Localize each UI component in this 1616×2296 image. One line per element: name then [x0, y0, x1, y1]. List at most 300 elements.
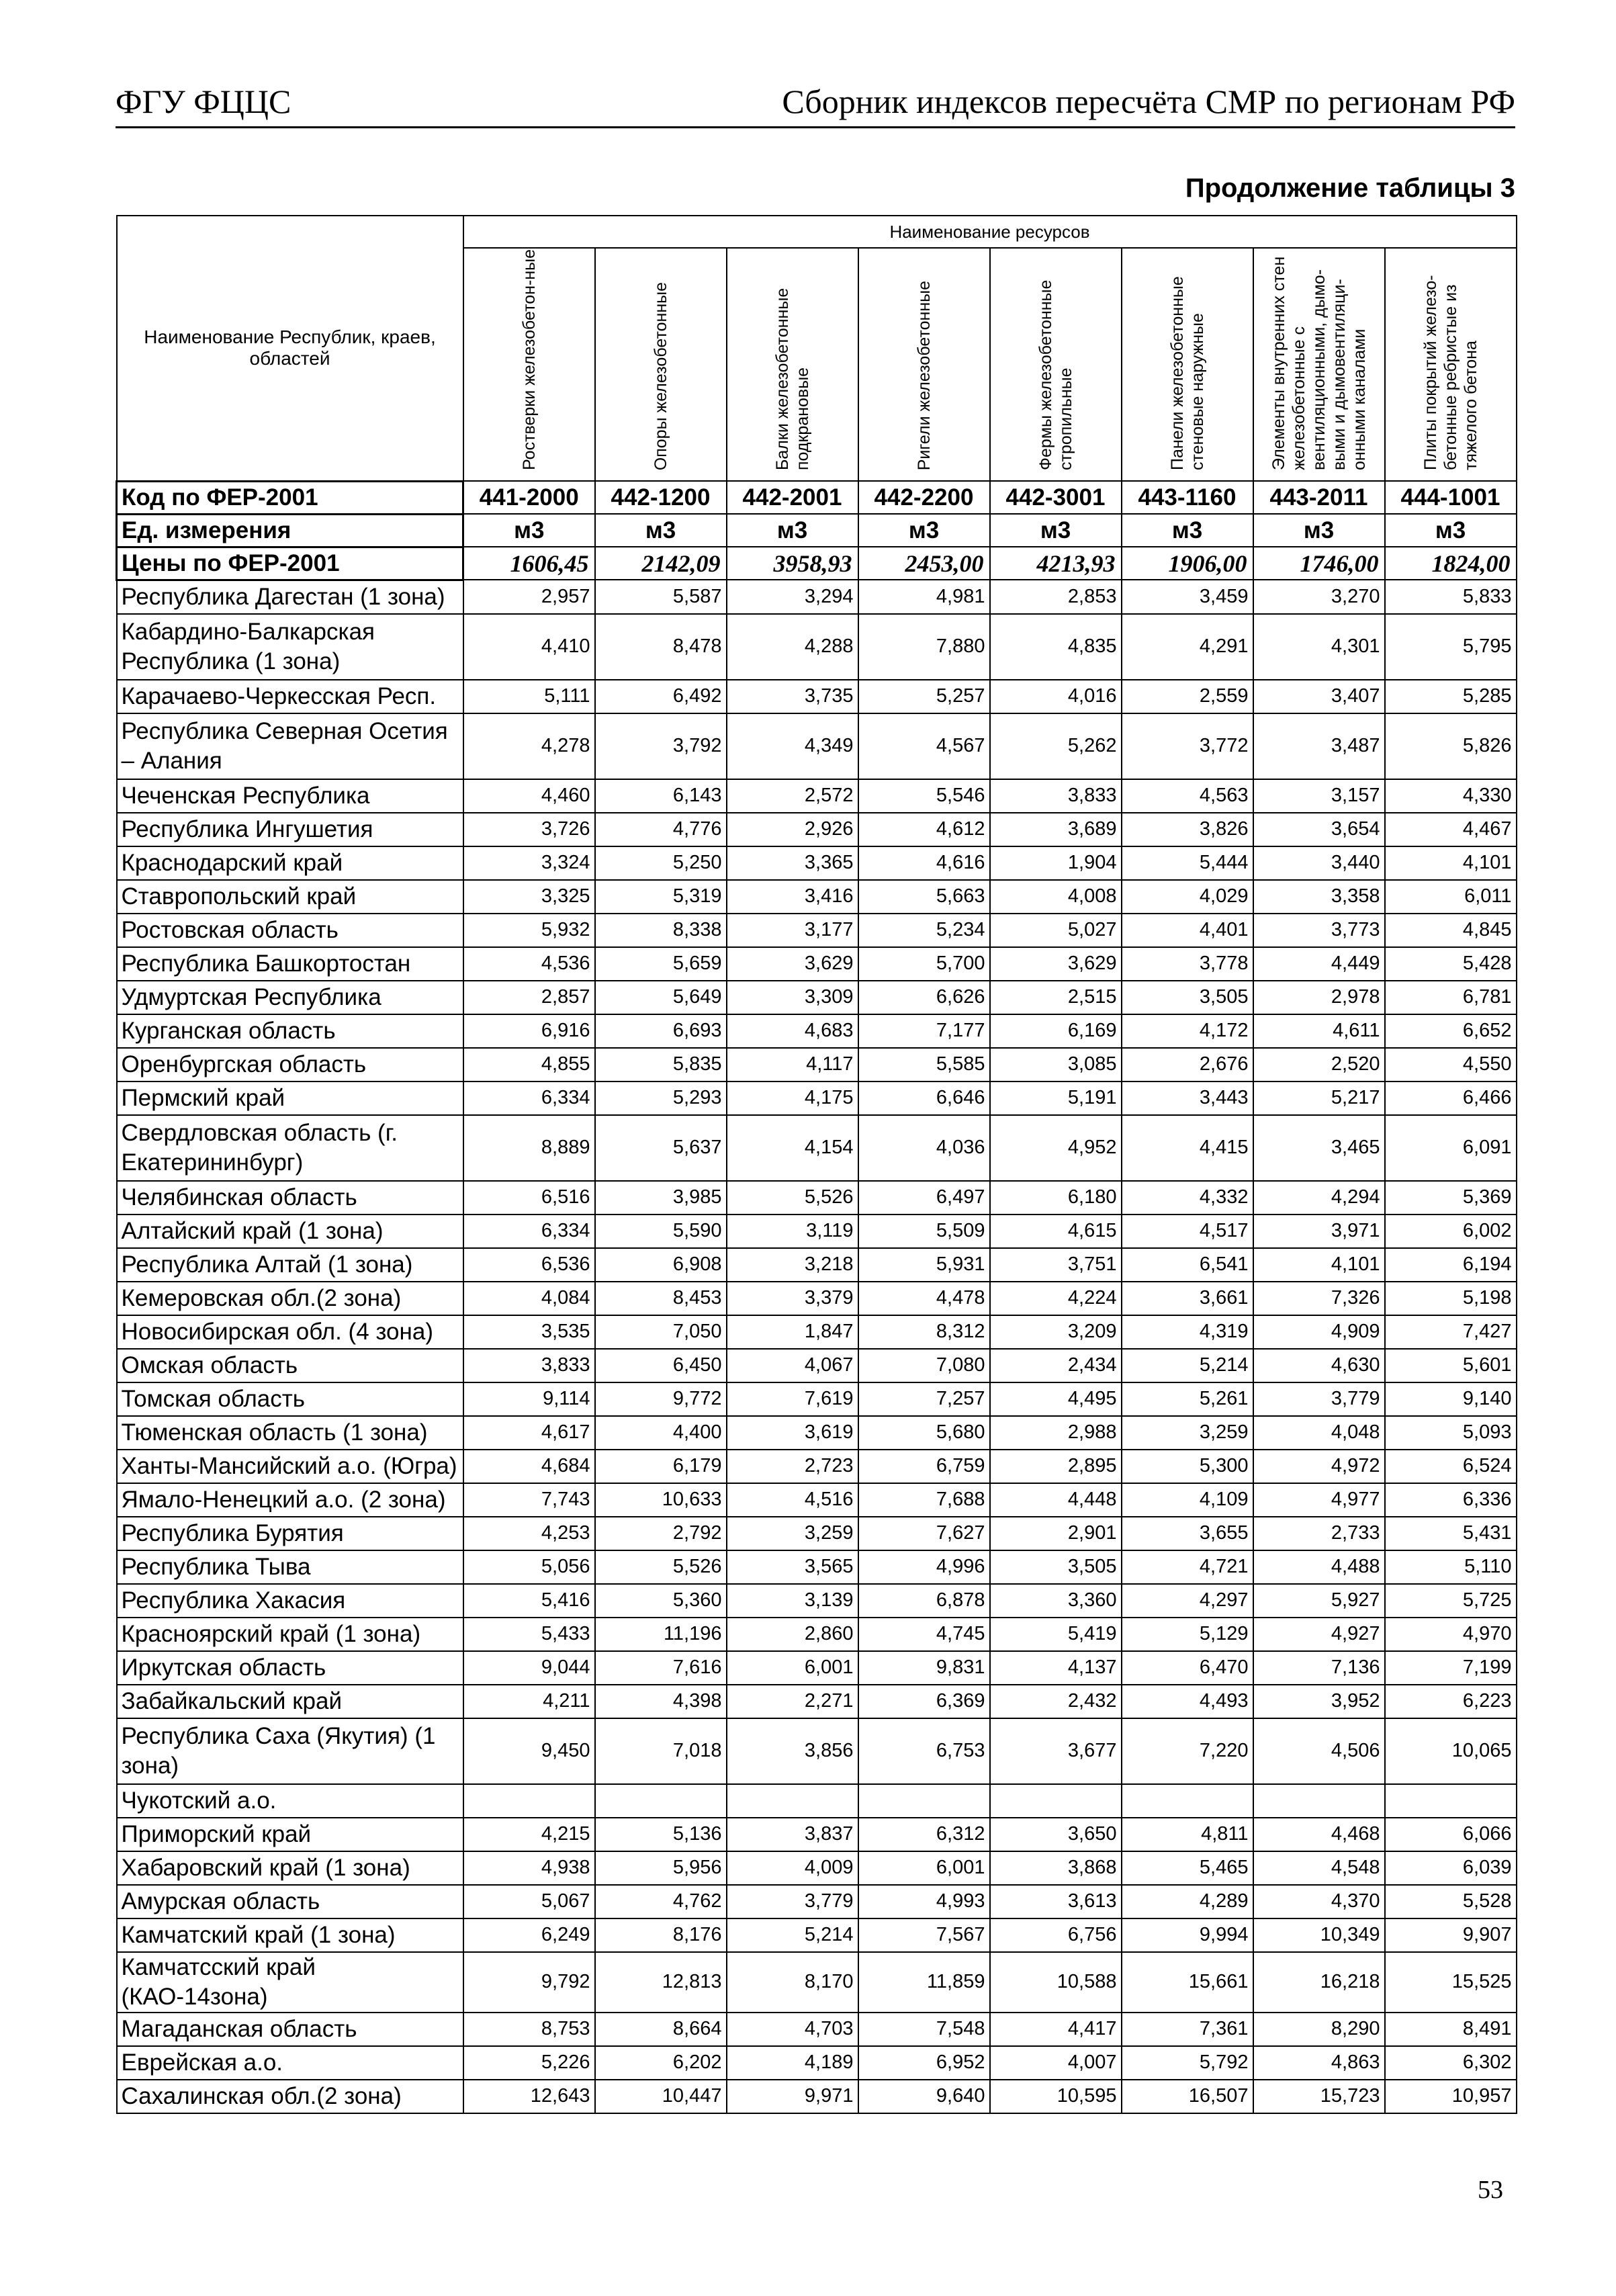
region-name: Томская область [117, 1382, 463, 1416]
index-value: 2,895 [990, 1450, 1122, 1483]
table-row [117, 1349, 1517, 1382]
index-value: 5,680 [858, 1416, 990, 1450]
index-value: 4,927 [1253, 1618, 1385, 1651]
index-value: 8,889 [463, 1115, 595, 1181]
index-value: 7,326 [1253, 1282, 1385, 1315]
index-value: 5,601 [1385, 1349, 1517, 1382]
price-label: Цены по ФЕР-2001 [117, 547, 463, 580]
index-value: 3,985 [595, 1181, 727, 1215]
unit-cell: м3 [1122, 514, 1253, 547]
index-value: 3,779 [727, 1885, 858, 1918]
index-value [1385, 1784, 1517, 1818]
index-value: 4,175 [727, 1081, 858, 1115]
index-value: 5,590 [595, 1215, 727, 1248]
index-value: 5,257 [858, 680, 990, 713]
index-value: 3,565 [727, 1550, 858, 1584]
index-value: 5,835 [595, 1048, 727, 1081]
table-row [117, 1584, 1517, 1618]
index-value: 3,379 [727, 1282, 858, 1315]
index-value: 2,978 [1253, 981, 1385, 1014]
index-value: 5,833 [1385, 580, 1517, 614]
index-value: 7,050 [595, 1315, 727, 1349]
index-value: 11,859 [858, 1952, 990, 2013]
index-value: 4,330 [1385, 779, 1517, 813]
index-value: 6,334 [463, 1081, 595, 1115]
index-value: 12,643 [463, 2080, 595, 2113]
index-value: 6,878 [858, 1584, 990, 1618]
index-value: 15,661 [1122, 1952, 1253, 2013]
table-row [117, 1315, 1517, 1349]
region-name: Красноярский край (1 зона) [117, 1618, 463, 1651]
index-value: 4,972 [1253, 1450, 1385, 1483]
index-value: 4,684 [463, 1450, 595, 1483]
index-value: 7,177 [858, 1014, 990, 1048]
header-row-group [117, 216, 1517, 248]
index-value: 5,198 [1385, 1282, 1517, 1315]
column-header-8 [1385, 248, 1517, 481]
index-value: 3,270 [1253, 580, 1385, 614]
index-value: 8,176 [595, 1918, 727, 1952]
index-value: 5,191 [990, 1081, 1122, 1115]
index-value: 4,101 [1253, 1248, 1385, 1282]
index-value: 11,196 [595, 1618, 727, 1651]
index-value: 2,559 [1122, 680, 1253, 713]
column-header-6 [1122, 248, 1253, 481]
index-value: 3,677 [990, 1718, 1122, 1784]
table-row [117, 846, 1517, 880]
index-value [727, 1784, 858, 1818]
table-row [117, 1651, 1517, 1685]
index-value: 4,067 [727, 1349, 858, 1382]
index-value: 4,109 [1122, 1483, 1253, 1517]
index-value: 5,056 [463, 1550, 595, 1584]
index-value: 6,952 [858, 2046, 990, 2080]
index-value: 6,652 [1385, 1014, 1517, 1048]
index-value: 4,612 [858, 813, 990, 846]
index-value: 4,224 [990, 1282, 1122, 1315]
index-value: 5,111 [463, 680, 595, 713]
index-value: 4,970 [1385, 1618, 1517, 1651]
table-row [117, 1918, 1517, 1952]
region-name: Кемеровская обл.(2 зона) [117, 1282, 463, 1315]
index-value: 4,811 [1122, 1818, 1253, 1851]
table-row [117, 981, 1517, 1014]
index-value: 4,007 [990, 2046, 1122, 2080]
index-value: 4,993 [858, 1885, 990, 1918]
index-value: 3,505 [990, 1550, 1122, 1584]
fer-code-cell: 441-2000 [463, 481, 595, 514]
index-table [116, 215, 1517, 2114]
index-value: 3,619 [727, 1416, 858, 1450]
column-header-label: Плиты покрытий железо-бетонные ребристые из тяжелого бетона [1421, 275, 1480, 470]
index-value: 2,988 [990, 1416, 1122, 1450]
region-name: Республика Хакасия [117, 1584, 463, 1618]
column-header-label: Ригели железобетонные [914, 280, 934, 470]
index-value: 2,676 [1122, 1048, 1253, 1081]
page-number: 53 [1478, 2176, 1503, 2204]
index-value: 10,588 [990, 1952, 1122, 2013]
index-value: 4,517 [1122, 1215, 1253, 1248]
index-value: 6,753 [858, 1718, 990, 1784]
index-value: 3,407 [1253, 680, 1385, 713]
table-row [117, 1784, 1517, 1818]
price-row [117, 547, 1517, 580]
column-header-4 [858, 248, 990, 481]
fer-code-cell: 442-3001 [990, 481, 1122, 514]
index-value: 4,776 [595, 813, 727, 846]
table-row [117, 2013, 1517, 2046]
index-value: 8,453 [595, 1282, 727, 1315]
index-value: 5,528 [1385, 1885, 1517, 1918]
index-value: 2,434 [990, 1349, 1122, 1382]
index-value: 5,214 [727, 1918, 858, 1952]
index-value: 10,957 [1385, 2080, 1517, 2113]
table-caption: Продолжение таблицы 3 [1185, 173, 1515, 203]
table-row [117, 1081, 1517, 1115]
column-header-7 [1253, 248, 1385, 481]
index-value: 6,492 [595, 680, 727, 713]
index-value: 5,319 [595, 880, 727, 914]
table-row [117, 2046, 1517, 2080]
index-value: 6,470 [1122, 1651, 1253, 1685]
index-value: 5,932 [463, 914, 595, 947]
index-value: 3,792 [595, 713, 727, 779]
index-value: 3,324 [463, 846, 595, 880]
index-value [990, 1784, 1122, 1818]
index-value: 4,996 [858, 1550, 990, 1584]
index-value: 3,856 [727, 1718, 858, 1784]
index-value: 6,646 [858, 1081, 990, 1115]
index-value: 6,908 [595, 1248, 727, 1282]
index-value: 3,772 [1122, 713, 1253, 779]
index-value: 8,478 [595, 614, 727, 680]
index-value: 4,291 [1122, 614, 1253, 680]
index-value: 3,868 [990, 1851, 1122, 1885]
index-value: 4,493 [1122, 1685, 1253, 1718]
table-row [117, 779, 1517, 813]
index-value: 4,952 [990, 1115, 1122, 1181]
index-value: 9,114 [463, 1382, 595, 1416]
index-value: 2,926 [727, 813, 858, 846]
table-row [117, 914, 1517, 947]
index-value: 9,994 [1122, 1918, 1253, 1952]
index-value: 4,294 [1253, 1181, 1385, 1215]
price-cell: 2142,09 [595, 547, 727, 580]
index-value: 3,826 [1122, 813, 1253, 846]
column-header-5 [990, 248, 1122, 481]
index-value: 4,845 [1385, 914, 1517, 947]
index-value: 3,177 [727, 914, 858, 947]
index-value: 4,417 [990, 2013, 1122, 2046]
index-value: 5,956 [595, 1851, 727, 1885]
table-row [117, 1718, 1517, 1784]
index-value: 6,524 [1385, 1450, 1517, 1483]
index-value: 2,723 [727, 1450, 858, 1483]
index-value: 3,459 [1122, 580, 1253, 614]
price-cell: 1906,00 [1122, 547, 1253, 580]
region-name: Пермский край [117, 1081, 463, 1115]
index-value: 4,703 [727, 2013, 858, 2046]
region-name: Республика Саха (Якутия) (1 зона) [117, 1718, 463, 1784]
index-value: 6,497 [858, 1181, 990, 1215]
index-value: 4,630 [1253, 1349, 1385, 1382]
index-value: 2,271 [727, 1685, 858, 1718]
region-name: Приморский край [117, 1818, 463, 1851]
index-value: 1,904 [990, 846, 1122, 880]
table-row [117, 1215, 1517, 1248]
index-value: 8,753 [463, 2013, 595, 2046]
index-value: 6,334 [463, 1215, 595, 1248]
index-value: 7,880 [858, 614, 990, 680]
index-value: 3,833 [990, 779, 1122, 813]
region-name: Новосибирская обл. (4 зона) [117, 1315, 463, 1349]
code-label: Код по ФЕР-2001 [117, 481, 463, 514]
index-value: 4,332 [1122, 1181, 1253, 1215]
fer-code-cell: 443-2011 [1253, 481, 1385, 514]
index-value: 5,129 [1122, 1618, 1253, 1651]
index-value: 12,813 [595, 1952, 727, 2013]
fer-code-cell: 442-2200 [858, 481, 990, 514]
region-name: Кабардино-Балкарская Республика (1 зона) [117, 614, 463, 680]
index-value: 1,847 [727, 1315, 858, 1349]
index-value: 6,091 [1385, 1115, 1517, 1181]
region-name: Оренбургская область [117, 1048, 463, 1081]
table-row [117, 1483, 1517, 1517]
index-value: 6,223 [1385, 1685, 1517, 1718]
resources-group-header: Наименование ресурсов [463, 216, 1517, 248]
index-value: 16,507 [1122, 2080, 1253, 2113]
region-name: Ставропольский край [117, 880, 463, 914]
fer-code-cell: 442-2001 [727, 481, 858, 514]
index-value: 5,419 [990, 1618, 1122, 1651]
index-value: 4,101 [1385, 846, 1517, 880]
region-name: Республика Алтай (1 зона) [117, 1248, 463, 1282]
index-value: 3,139 [727, 1584, 858, 1618]
index-value: 4,410 [463, 614, 595, 680]
index-value: 6,541 [1122, 1248, 1253, 1282]
price-cell: 1746,00 [1253, 547, 1385, 580]
index-value: 16,218 [1253, 1952, 1385, 2013]
index-value: 3,778 [1122, 947, 1253, 981]
index-value: 4,415 [1122, 1115, 1253, 1181]
index-value: 2,957 [463, 580, 595, 614]
index-value: 7,627 [858, 1517, 990, 1550]
index-value: 3,487 [1253, 713, 1385, 779]
index-value: 4,460 [463, 779, 595, 813]
index-value: 10,349 [1253, 1918, 1385, 1952]
region-name: Республика Башкортостан [117, 947, 463, 981]
index-value [858, 1784, 990, 1818]
index-value: 4,172 [1122, 1014, 1253, 1048]
index-value [1122, 1784, 1253, 1818]
table-row [117, 1282, 1517, 1315]
index-value [595, 1784, 727, 1818]
index-value: 5,360 [595, 1584, 727, 1618]
index-value: 4,550 [1385, 1048, 1517, 1081]
index-value: 6,039 [1385, 1851, 1517, 1885]
region-name: Омская область [117, 1349, 463, 1382]
index-value: 7,743 [463, 1483, 595, 1517]
region-name: Карачаево-Черкесская Респ. [117, 680, 463, 713]
unit-cell: м3 [990, 514, 1122, 547]
index-value: 9,792 [463, 1952, 595, 2013]
index-value: 8,491 [1385, 2013, 1517, 2046]
index-value: 8,290 [1253, 2013, 1385, 2046]
index-value: 4,548 [1253, 1851, 1385, 1885]
table-row [117, 1115, 1517, 1181]
region-name: Забайкальский край [117, 1685, 463, 1718]
index-value: 4,488 [1253, 1550, 1385, 1584]
index-value: 4,495 [990, 1382, 1122, 1416]
index-value: 4,938 [463, 1851, 595, 1885]
index-value: 5,526 [727, 1181, 858, 1215]
index-value: 3,952 [1253, 1685, 1385, 1718]
index-value: 6,011 [1385, 880, 1517, 914]
index-value: 4,835 [990, 614, 1122, 680]
index-value: 3,833 [463, 1349, 595, 1382]
index-value: 6,312 [858, 1818, 990, 1851]
index-value: 3,650 [990, 1818, 1122, 1851]
index-value: 5,300 [1122, 1450, 1253, 1483]
region-name: Чеченская Республика [117, 779, 463, 813]
index-value: 9,772 [595, 1382, 727, 1416]
index-value: 3,971 [1253, 1215, 1385, 1248]
index-value: 5,792 [1122, 2046, 1253, 2080]
index-value: 2,792 [595, 1517, 727, 1550]
index-value: 5,700 [858, 947, 990, 981]
index-value: 3,655 [1122, 1517, 1253, 1550]
index-value: 5,428 [1385, 947, 1517, 981]
price-cell: 3958,93 [727, 547, 858, 580]
index-value: 7,136 [1253, 1651, 1385, 1685]
index-value: 5,444 [1122, 846, 1253, 880]
region-name: Тюменская область (1 зона) [117, 1416, 463, 1450]
column-header-label: Опоры железобетонные [651, 281, 670, 470]
index-value: 4,319 [1122, 1315, 1253, 1349]
index-value: 4,683 [727, 1014, 858, 1048]
index-value: 2,733 [1253, 1517, 1385, 1550]
index-value: 7,257 [858, 1382, 990, 1416]
index-value: 2,860 [727, 1618, 858, 1651]
index-value: 6,202 [595, 2046, 727, 2080]
index-value: 8,338 [595, 914, 727, 947]
table-row [117, 1685, 1517, 1718]
index-value: 6,369 [858, 1685, 990, 1718]
table-row [117, 614, 1517, 680]
region-name: Курганская область [117, 1014, 463, 1048]
index-value: 7,199 [1385, 1651, 1517, 1685]
index-value: 6,002 [1385, 1215, 1517, 1248]
index-value: 4,563 [1122, 779, 1253, 813]
index-value: 4,467 [1385, 813, 1517, 846]
index-value: 4,398 [595, 1685, 727, 1718]
region-name: Республика Бурятия [117, 1517, 463, 1550]
index-value: 5,226 [463, 2046, 595, 2080]
table-row [117, 1048, 1517, 1081]
index-value: 7,427 [1385, 1315, 1517, 1349]
index-value: 4,977 [1253, 1483, 1385, 1517]
index-value: 4,745 [858, 1618, 990, 1651]
region-name: Ростовская область [117, 914, 463, 947]
index-value: 5,509 [858, 1215, 990, 1248]
index-value: 4,215 [463, 1818, 595, 1851]
region-name: Республика Северная Осетия – Алания [117, 713, 463, 779]
unit-cell: м3 [595, 514, 727, 547]
table-row [117, 680, 1517, 713]
index-value: 5,416 [463, 1584, 595, 1618]
index-value: 9,831 [858, 1651, 990, 1685]
table-row [117, 813, 1517, 846]
index-value: 4,008 [990, 880, 1122, 914]
index-value: 6,916 [463, 1014, 595, 1048]
index-value: 6,781 [1385, 981, 1517, 1014]
table-row [117, 1416, 1517, 1450]
index-value: 5,546 [858, 779, 990, 813]
fer-code-cell: 443-1160 [1122, 481, 1253, 514]
index-value: 7,688 [858, 1483, 990, 1517]
region-name: Республика Дагестан (1 зона) [117, 580, 463, 614]
index-value: 4,516 [727, 1483, 858, 1517]
region-name: Ямало-Ненецкий а.о. (2 зона) [117, 1483, 463, 1517]
table-row [117, 1014, 1517, 1048]
index-value: 7,616 [595, 1651, 727, 1685]
index-value: 6,066 [1385, 1818, 1517, 1851]
index-value: 5,293 [595, 1081, 727, 1115]
index-value: 4,370 [1253, 1885, 1385, 1918]
region-name: Республика Ингушетия [117, 813, 463, 846]
index-value: 4,211 [463, 1685, 595, 1718]
unit-cell: м3 [858, 514, 990, 547]
index-value: 6,759 [858, 1450, 990, 1483]
index-value: 5,637 [595, 1115, 727, 1181]
index-value: 2,520 [1253, 1048, 1385, 1081]
index-value: 5,431 [1385, 1517, 1517, 1550]
index-value: 4,536 [463, 947, 595, 981]
index-value: 3,325 [463, 880, 595, 914]
index-value: 5,234 [858, 914, 990, 947]
index-value: 4,400 [595, 1416, 727, 1450]
index-value: 3,661 [1122, 1282, 1253, 1315]
table-row [117, 580, 1517, 614]
region-name: Удмуртская Республика [117, 981, 463, 1014]
index-value: 4,616 [858, 846, 990, 880]
table-row [117, 1550, 1517, 1584]
column-header-label: Панели железобетонные стеновые наружные [1167, 276, 1207, 470]
index-value: 4,448 [990, 1483, 1122, 1517]
index-value: 3,613 [990, 1885, 1122, 1918]
index-value: 5,214 [1122, 1349, 1253, 1382]
index-value: 4,154 [727, 1115, 858, 1181]
index-value: 2,853 [990, 580, 1122, 614]
index-value: 2,572 [727, 779, 858, 813]
column-header-label: Фермы железобетонные стропильные [1036, 279, 1075, 470]
index-value: 6,466 [1385, 1081, 1517, 1115]
index-value: 5,826 [1385, 713, 1517, 779]
index-value: 6,302 [1385, 2046, 1517, 2080]
index-value: 3,535 [463, 1315, 595, 1349]
index-value: 3,360 [990, 1584, 1122, 1618]
index-value: 3,779 [1253, 1382, 1385, 1416]
price-cell: 2453,00 [858, 547, 990, 580]
index-value: 5,027 [990, 914, 1122, 947]
unit-cell: м3 [1253, 514, 1385, 547]
index-value: 4,297 [1122, 1584, 1253, 1618]
index-value: 5,369 [1385, 1181, 1517, 1215]
index-value: 7,080 [858, 1349, 990, 1382]
index-value: 5,285 [1385, 680, 1517, 713]
index-value: 10,633 [595, 1483, 727, 1517]
index-value: 6,756 [990, 1918, 1122, 1952]
